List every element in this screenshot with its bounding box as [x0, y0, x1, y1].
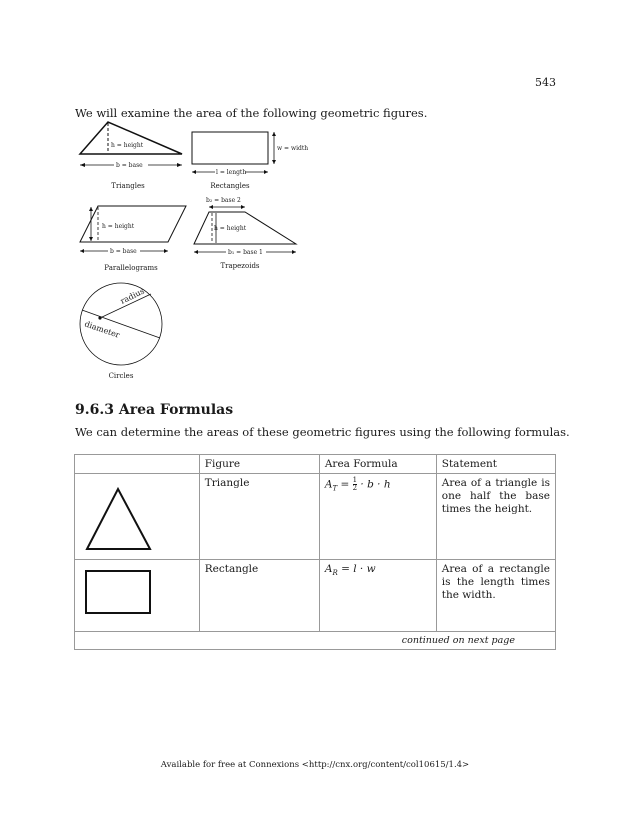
trapezoid-height-label: h = height [214, 225, 247, 232]
table-header-row [75, 455, 556, 474]
figure-name: Triangle [199, 474, 319, 560]
triangle-shape-cell [75, 474, 200, 560]
parallelogram-base-label: b = base [110, 248, 137, 255]
formula-lhs: A [324, 563, 333, 575]
formula-lhs: A [324, 478, 333, 491]
table-header-cell: Area Formula [319, 455, 436, 474]
circle-diameter-label: diameter [83, 319, 121, 340]
circle-caption: Circles [108, 372, 134, 380]
page-number: 543 [535, 76, 556, 89]
table-header-cell: Statement [436, 455, 555, 474]
formula-cell [319, 560, 436, 632]
parallelogram-caption: Parallelograms [104, 264, 158, 272]
rectangle-width-label: w = width [277, 145, 309, 152]
parallelogram-height-label: h = height [102, 223, 135, 230]
trapezoid-caption: Trapezoids [220, 262, 260, 270]
circle-figure [76, 280, 166, 370]
triangle-base-label: b = base [116, 162, 143, 169]
section-text: We can determine the areas of these geometric figures using the following formulas. [75, 425, 570, 439]
triangle-height-label: h = height [111, 142, 144, 149]
rectangle-shape [84, 569, 156, 619]
figure-name: Rectangle [199, 560, 319, 632]
table-header-cell: Figure [199, 455, 319, 474]
continued-row [75, 632, 556, 650]
continued-note: continued on next page [75, 632, 556, 650]
rectangle-length-label: l = length [216, 169, 247, 176]
formula-subscript: T [332, 484, 338, 493]
intro-text: We will examine the area of the following geometric figures. [75, 106, 428, 120]
rectangle-caption: Rectangles [210, 182, 250, 190]
table-row [75, 560, 556, 632]
trapezoid-top-label: b₂ = base 2 [206, 197, 241, 204]
statement-cell: Area of a triangle is one half the base times the height. [436, 474, 555, 560]
triangle-figure [78, 120, 188, 175]
section-heading: 9.6.3 Area Formulas [75, 402, 234, 418]
formula-rest: · b · h [360, 478, 391, 491]
page-footer: Available for free at Connexions <http://cnx.org/content/col10615/1.4> [160, 760, 470, 770]
trapezoid-figure [192, 196, 302, 260]
table-header-cell [75, 455, 200, 474]
one-half-fraction: 1 2 [352, 476, 358, 492]
circle-radius-label: radius [118, 286, 146, 306]
area-formulas-table [74, 454, 556, 650]
formula-subscript: R [332, 569, 338, 578]
parallelogram-figure [78, 204, 190, 260]
rectangle-figure [190, 130, 310, 180]
triangle-shape [84, 485, 156, 553]
trapezoid-bottom-label: b₁ = base 1 [228, 249, 263, 256]
triangle-caption: Triangles [111, 182, 145, 190]
statement-cell: Area of a rectangle is the length times the width. [436, 560, 555, 632]
rectangle-shape-cell [75, 560, 200, 632]
formula-rest: = l · w [341, 563, 376, 575]
formula-cell: $A_T = 1$ 2 · b · h [319, 474, 436, 560]
table-row [75, 474, 556, 560]
